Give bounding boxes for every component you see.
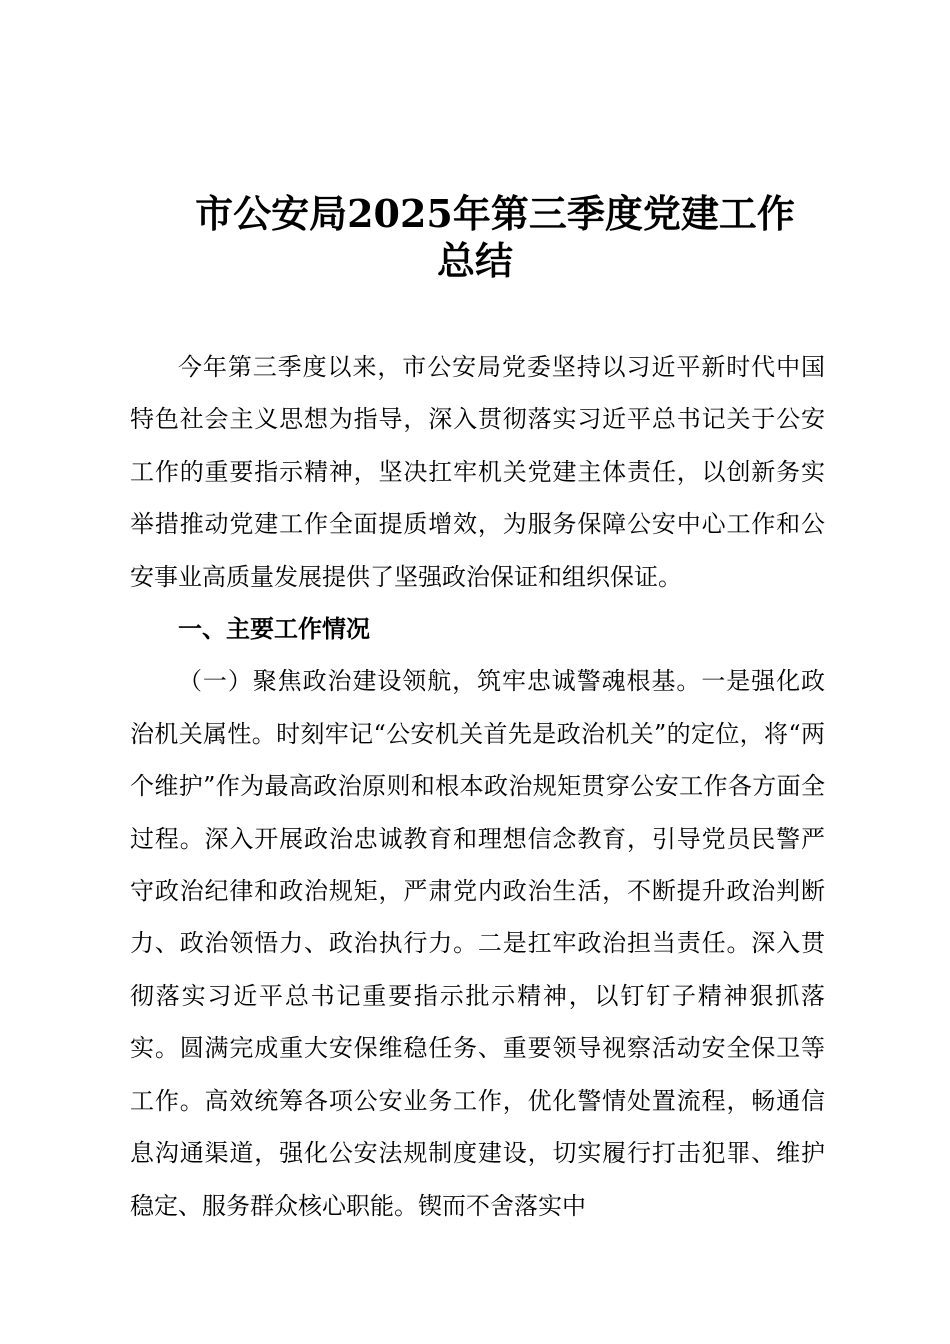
title-line-2: 总结 <box>436 238 513 283</box>
title-line-1: 市公安局2025年第三季度党建工作 <box>195 191 795 236</box>
political-building-paragraph: （一）聚焦政治建设领航，筑牢忠诚警魂根基。一是强化政治机关属性。时刻牢记“公安机关首先是政治机关”的定位，将“两个维护”作为最高政治原则和根本政治规矩贯穿公安工作各方面全过程。深入开展政治忠诚教育和理想信念教育，引导党员民警严守政治纪律和政治规矩，严肃党内政治生活，不断提升政治判断力、政治领悟力、政治执行力。二是扛牢政治担当责任。深入贯彻落实习近平总书记重要指示批示精神，以钉钉子精神狠抓落实。圆满完成重大安保维稳任务、重要领导视察活动安全保卫等工作。高效统筹各项公安业务工作，优化警情处置流程，畅通信息沟通渠道，强化公安法规制度建设，切实履行打击犯罪、维护稳定、服务群众核心职能。锲而不舍落实中 <box>130 667 825 1220</box>
document-title <box>130 190 820 284</box>
intro-paragraph: 今年第三季度以来，市公安局党委坚持以习近平新时代中国特色社会主义思想为指导，深入贯彻落实习近平总书记关于公安工作的重要指示精神，坚决扛牢机关党建主体责任，以创新务实举措推动党建工作全面提质增效，为服务保障公安中心工作和公安事业高质量发展提供了坚强政治保证和组织保证。 <box>130 353 825 591</box>
document-body <box>130 341 825 1232</box>
section-heading-main-work: 一、主要工作情况 <box>178 614 370 644</box>
